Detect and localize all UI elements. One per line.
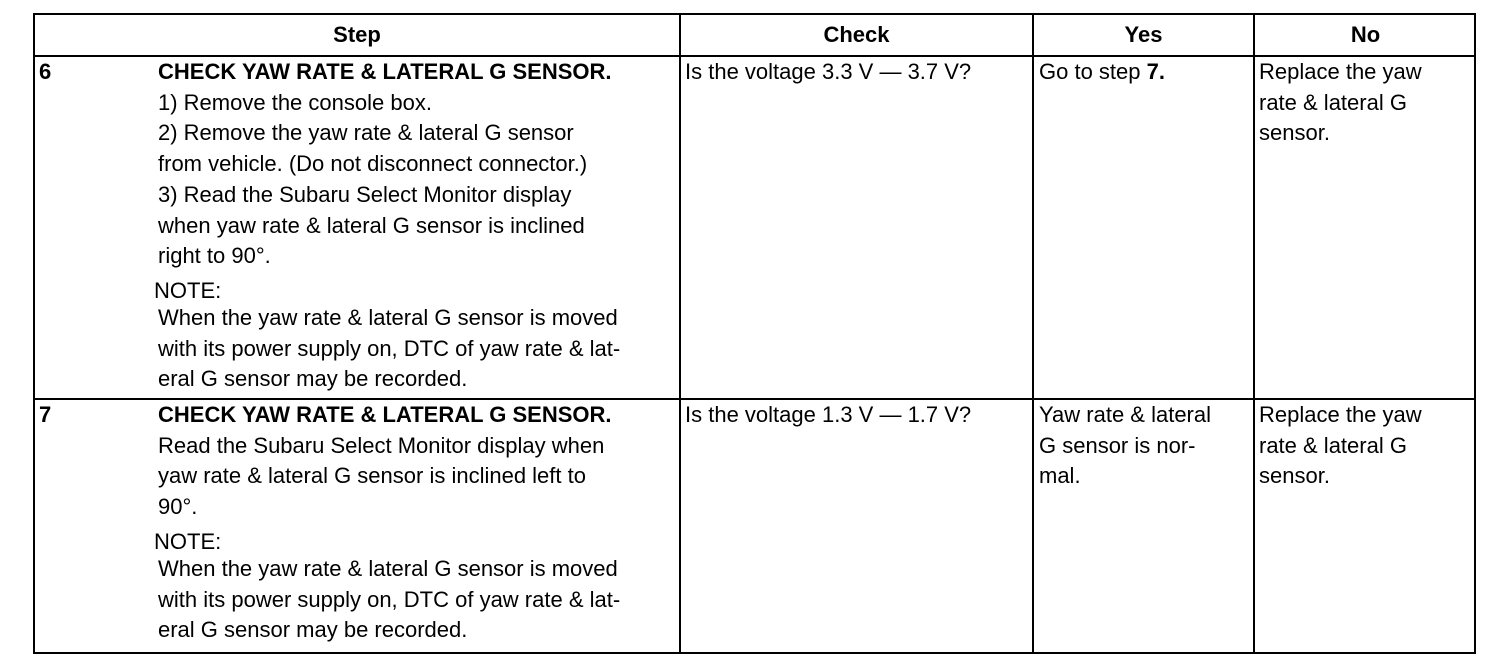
yes-prefix: Go to step bbox=[1039, 59, 1147, 84]
no-line: Replace the yaw bbox=[1259, 402, 1422, 427]
step-title: CHECK YAW RATE & LATERAL G SENSOR. bbox=[158, 59, 612, 84]
header-no: No bbox=[1350, 22, 1381, 47]
instruction-line: 90°. bbox=[158, 494, 198, 520]
diagnostic-table bbox=[33, 13, 1476, 654]
column-divider bbox=[679, 15, 681, 652]
check-text bbox=[685, 57, 971, 88]
instruction-line: 1) Remove the console box. bbox=[158, 89, 432, 115]
note-line: with its power supply on, DTC of yaw rate & lat- bbox=[158, 335, 621, 361]
note-label: NOTE: bbox=[154, 528, 222, 554]
yes-line: mal. bbox=[1039, 463, 1081, 489]
header-yes: Yes bbox=[1124, 22, 1163, 47]
instruction-line: right to 90°. bbox=[158, 243, 271, 269]
no-line: Replace the yaw bbox=[1259, 59, 1422, 84]
yes-line: G sensor is nor- bbox=[1039, 432, 1196, 458]
step-title: CHECK YAW RATE & LATERAL G SENSOR. bbox=[158, 402, 612, 427]
instruction-line: when yaw rate & lateral G sensor is inclined bbox=[158, 212, 585, 238]
yes-text bbox=[1039, 57, 1165, 88]
yes-step-ref: 7. bbox=[1146, 59, 1165, 84]
no-line: rate & lateral G bbox=[1259, 432, 1407, 458]
column-divider bbox=[1253, 15, 1255, 652]
step-content bbox=[154, 400, 678, 646]
step-number: 7 bbox=[39, 402, 52, 427]
no-line: sensor. bbox=[1259, 120, 1330, 146]
step-content bbox=[154, 57, 678, 395]
yes-text bbox=[1039, 400, 1211, 492]
no-line: sensor. bbox=[1259, 463, 1330, 489]
instruction-line: 3) Read the Subaru Select Monitor display bbox=[158, 181, 572, 207]
note-line: with its power supply on, DTC of yaw rate & lat- bbox=[158, 586, 621, 612]
note-line: eral G sensor may be recorded. bbox=[158, 617, 468, 643]
note-line: When the yaw rate & lateral G sensor is moved bbox=[158, 555, 618, 581]
instruction-line: yaw rate & lateral G sensor is inclined left to bbox=[158, 463, 586, 489]
note-label: NOTE: bbox=[154, 277, 222, 303]
header-step: Step bbox=[333, 22, 381, 47]
no-text bbox=[1259, 400, 1422, 492]
instruction-line: Read the Subaru Select Monitor display when bbox=[158, 432, 605, 458]
check-question: Is the voltage 1.3 V — 1.7 V? bbox=[685, 402, 972, 427]
check-text bbox=[685, 400, 971, 431]
check-question: Is the voltage 3.3 V — 3.7 V? bbox=[685, 59, 972, 84]
instruction-line: from vehicle. (Do not disconnect connector.) bbox=[158, 151, 588, 177]
yes-line: Yaw rate & lateral bbox=[1039, 402, 1212, 427]
step-number: 6 bbox=[39, 59, 52, 84]
instruction-line: 2) Remove the yaw rate & lateral G sensor bbox=[158, 120, 574, 146]
header-check: Check bbox=[823, 22, 890, 47]
note-line: When the yaw rate & lateral G sensor is moved bbox=[158, 304, 618, 330]
column-divider bbox=[1032, 15, 1034, 652]
no-line: rate & lateral G bbox=[1259, 89, 1407, 115]
no-text bbox=[1259, 57, 1422, 149]
note-line: eral G sensor may be recorded. bbox=[158, 366, 468, 392]
